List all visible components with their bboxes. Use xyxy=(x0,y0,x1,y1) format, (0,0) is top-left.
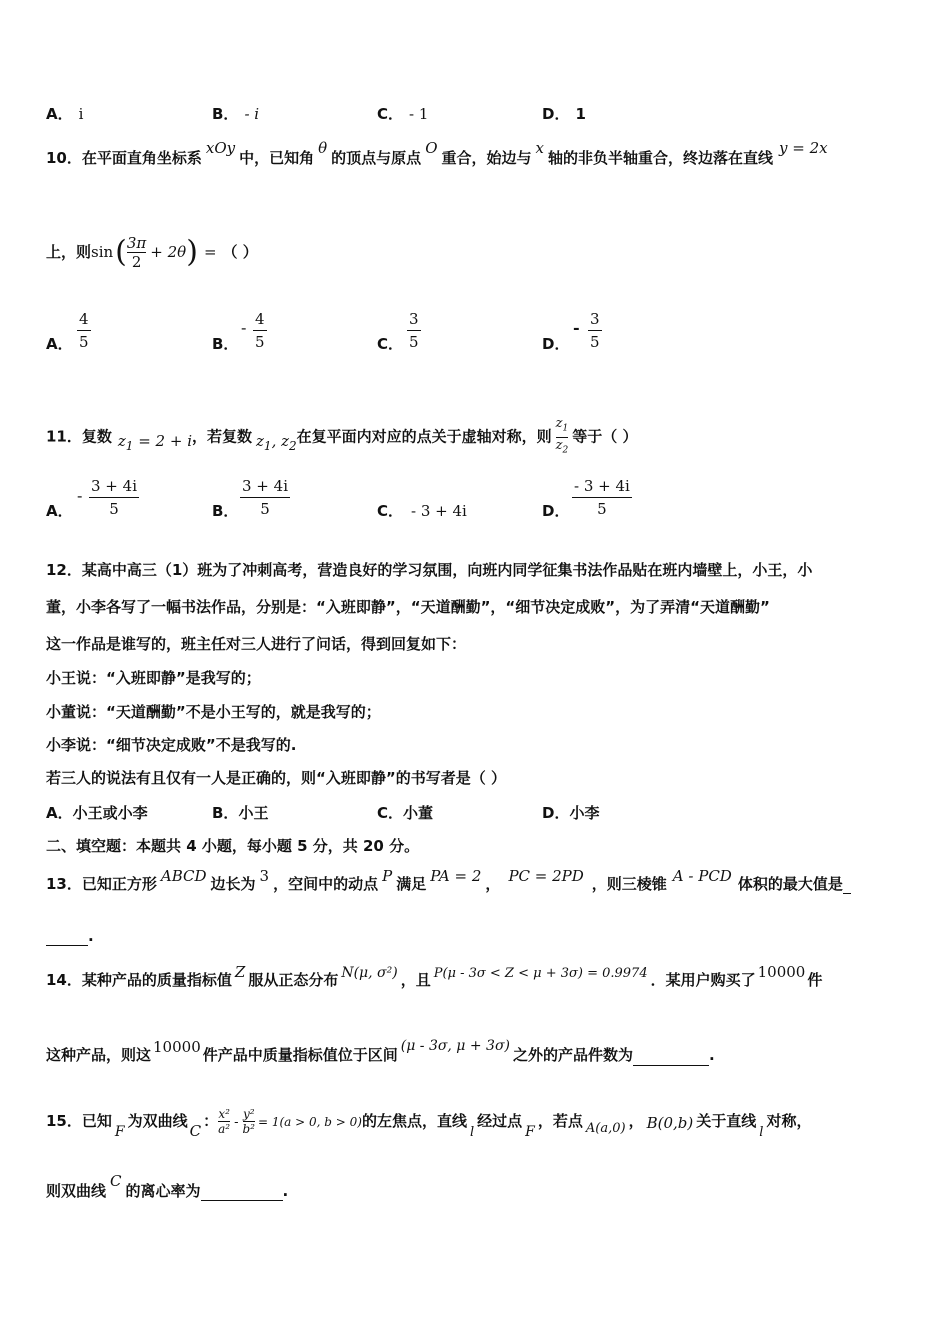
q11-option-b[interactable]: B． xyxy=(212,502,239,520)
q10-line-1: 10．在平面直角坐标系xOy中，已知角θ的顶点与原点O重合，始边与x轴的非负半轴重合，终边落在直线y = 2x xyxy=(46,139,828,167)
q12-line-4: 小王说：“入班即静”是我写的； xyxy=(46,669,261,687)
q12-line-5: 小董说：“天道酬勤”不是小王写的，就是我写的； xyxy=(46,703,381,721)
q12-line-6: 小李说：“细节决定成败”不是我写的. xyxy=(46,736,297,754)
q15-line-1: 15．已知F为双曲线C： $\frac{\text{x²}}{\text{a²}}$ - $\frac{\text{y²}}{\text{b²}}$ = 1(a > 0, b > 0)的左焦点，直线l经过点F，若点 A(a,0) ， B(0,b) 关于直线l对称， xyxy=(46,1107,812,1140)
q12-line-1: 12．某高中高三（1）班为了冲刺高考，营造良好的学习氛围，向班内同学征集书法作品贴在班内墙壁上，小王，小 xyxy=(46,561,813,579)
section-2-heading: 二、填空题：本题共 4 小题，每小题 5 分，共 20 分。 xyxy=(46,837,420,855)
q10-option-d-value: 3 5 xyxy=(590,310,600,351)
q10-option-c[interactable]: C． xyxy=(377,335,404,353)
q12-line-2: 董，小李各写了一幅书法作品，分别是：“入班即静”，“天道酬勤”，“细节决定成败”，为了弄清“天道酬勤” xyxy=(46,598,770,616)
q12-line-7: 若三人的说法有且仅有一人是正确的，则“入班即静”的书写者是（ ） xyxy=(46,769,506,787)
q10-option-b-value: 4 5 xyxy=(255,310,265,351)
q13-answer-blank[interactable] xyxy=(46,929,88,946)
q11-option-a[interactable]: A． xyxy=(46,502,73,520)
q9-option-c[interactable]: C． - 1 xyxy=(377,105,429,123)
q11-line: 11．复数 $z_1 = 2 + i$，若复数 $z_1$, $z_2$在复平面内对应的点关于虚轴对称，则 $\frac{z_1}{z_2}$ 等于（ ） xyxy=(46,416,638,458)
q13-line-1: 13．已知正方形 ABCD 边长为 3 ，空间中的动点 P 满足 PA = 2 ， PC = 2PD ，则三棱锥 A - PCD 体积的最大值是 xyxy=(46,874,851,894)
q11-option-a-value: 3 + 4i 5 xyxy=(91,477,137,518)
q11-option-b-value: 3 + 4i 5 xyxy=(242,477,288,518)
q12-option-d[interactable]: D．小李 xyxy=(542,804,600,822)
q11-fraction: $\frac{z_1}{z_2}$ xyxy=(555,416,569,456)
q11-option-c[interactable]: C． - 3 + 4i xyxy=(377,502,467,520)
q15-line-2: 则双曲线C的离心率为 . xyxy=(46,1172,289,1200)
q15-fraction-x: $\frac{\text{x²}}{\text{a²}}$ xyxy=(218,1107,231,1136)
q12-option-c[interactable]: C．小董 xyxy=(377,804,434,822)
q12-option-a[interactable]: A．小王或小李 xyxy=(46,804,148,822)
q12-option-b[interactable]: B．小王 xyxy=(212,804,269,822)
q10-line-2: 上，则sin( $\frac{3\pi}{2}$ + 2θ) = （ ） xyxy=(46,234,258,271)
q15-fraction-y: $\frac{\text{y²}}{\text{b²}}$ xyxy=(242,1107,255,1136)
q10-option-a-value: 4 5 xyxy=(79,310,89,351)
q11-z1: $z_1 = 2 + i$ xyxy=(117,431,192,453)
q10-option-d[interactable]: D． xyxy=(542,335,570,353)
q10-option-b-sign: - xyxy=(241,318,247,337)
q11-option-d[interactable]: D． xyxy=(542,502,570,520)
q14-line-2: 这种产品，则这 10000 件产品中质量指标值位于区间 (μ - 3σ, μ + 3σ) 之外的产品件数为 . xyxy=(46,1038,715,1064)
q10-option-d-sign: - xyxy=(573,318,580,337)
q15-answer-blank[interactable] xyxy=(201,1184,283,1201)
q10-option-b[interactable]: B． xyxy=(212,335,239,353)
q11-z1z2: $z_1$, $z_2$ xyxy=(256,431,297,453)
q9-option-d[interactable]: D． 1 xyxy=(542,105,586,123)
q11-option-a-sign: - xyxy=(77,486,83,505)
q9-option-a[interactable]: A． i xyxy=(46,105,84,123)
q12-line-3: 这一作品是谁写的，班主任对三人进行了问话，得到回复如下： xyxy=(46,635,467,653)
q10-fraction: $\frac{3\pi}{2}$ xyxy=(126,234,147,271)
q14-line-1: 14．某种产品的质量指标值 Z 服从正态分布 N(μ, σ²) ，且 P(μ - 3σ < Z < μ + 3σ) = 0.9974 ．某用户购买了 10000 件 xyxy=(46,963,823,989)
q9-option-b[interactable]: B． - i xyxy=(212,105,260,123)
q10-option-a[interactable]: A． xyxy=(46,335,73,353)
q13-line-2: . xyxy=(46,926,94,946)
q14-answer-blank[interactable] xyxy=(633,1049,709,1066)
q11-option-d-value: - 3 + 4i 5 xyxy=(574,477,630,518)
q10-option-c-value: 3 5 xyxy=(409,310,419,351)
